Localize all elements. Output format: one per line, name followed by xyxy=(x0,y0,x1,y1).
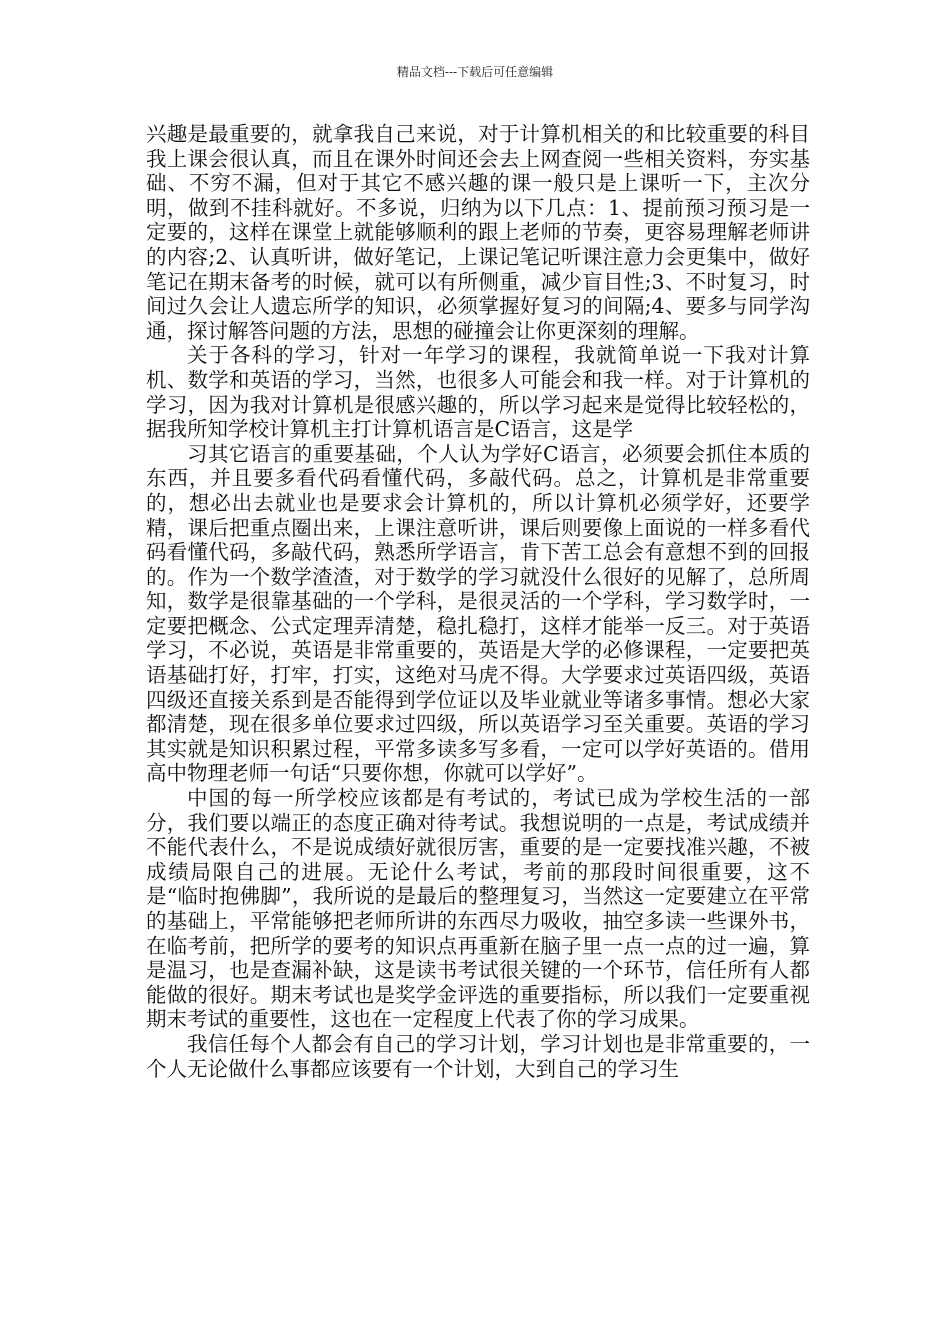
paragraph-subjects-detail: 习其它语言的重要基础，个人认为学好C语言，必须要会抓住本质的东西，并且要多看代码看懂代码，多敲代码。总之，计算机是非常重要的，想必出去就业也是要求会计算机的，所以计算机必须学好，还要学精，课后把重点圈出来，上课注意听讲，课后则要像上面说的一样多看代码看懂代码，多敲代码，熟悉所学语言，肯下苦工总会有意想不到的回报的。作为一个数学渣渣，对于数学的学习就没什么很好的见解了，总所周知，数学是很靠基础的一个学科，是很灵活的一个学科，学习数学时，一定要把概念、公式定理弄清楚，稳扎稳打，这样才能举一反三。对于英语学习，不必说，英语是非常重要的，英语是大学的必修课程，一定要把英语基础打好，打牢，打实，这绝对马虎不得。大学要求过英语四级，英语四级还直接关系到是否能得到学位证以及毕业就业等诸多事情。想必大家都清楚，现在很多单位要求过四级，所以英语学习至关重要。英语的学习其实就是知识积累过程，平常多读多写多看，一定可以学好英语的。借用高中物理老师一句话“只要你想，你就可以学好”。 xyxy=(146,441,810,786)
page-header: 精品文档---下载后可任意编辑 xyxy=(396,65,554,79)
paragraph-exams: 中国的每一所学校应该都是有考试的，考试已成为学校生活的一部分，我们要以端正的态度正确对待考试。我想说明的一点是，考试成绩并不能代表什么，不是说成绩好就很厉害，重要的是一定要找准兴趣，不被成绩局限自己的进展。无论什么考试，考前的那段时间很重要，这不是“临时抱佛脚”，我所说的是最后的整理复习，当然这一定要建立在平常的基础上，平常能够把老师所讲的东西尽力吸收，抽空多读一些课外书，在临考前，把所学的要考的知识点再重新在脑子里一点一点的过一遍，算是温习，也是查漏补缺，这是读书考试很关键的一个环节，信任所有人都能做的很好。期末考试也是奖学金评选的重要指标，所以我们一定要重视期末考试的重要性，这也在一定程度上代表了你的学习成果。 xyxy=(146,786,810,1032)
paragraph-study-methods: 兴趣是最重要的，就拿我自己来说，对于计算机相关的和比较重要的科目我上课会很认真，而且在课外时间还会去上网查阅一些相关资料，夯实基础、不穷不漏，但对于其它不感兴趣的课一般只是上课听一下，主次分明，做到不挂科就好。不多说，归纳为以下几点：1、提前预习预习是一定要的，这样在课堂上就能够顺利的跟上老师的节奏，更容易理解老师讲的内容;2、认真听讲，做好笔记，上课记笔记听课注意力会更集中，做好笔记在期末备考的时候，就可以有所侧重，减少盲目性;3、不时复习，时间过久会让人遗忘所学的知识，必须掌握好复习的间隔;4、要多与同学沟通，探讨解答问题的方法，思想的碰撞会让你更深刻的理解。 xyxy=(146,122,810,343)
paragraph-study-plan: 我信任每个人都会有自己的学习计划，学习计划也是非常重要的，一个人无论做什么事都应该要有一个计划，大到自己的学习生 xyxy=(146,1031,810,1081)
paragraph-subjects-intro: 关于各科的学习，针对一年学习的课程，我就简单说一下我对计算机、数学和英语的学习，当然，也很多人可能会和我一样。对于计算机的学习，因为我对计算机是很感兴趣的，所以学习起来是觉得比较轻松的，据我所知学校计算机主打计算机语言是C语言，这是学 xyxy=(146,343,810,442)
document-body xyxy=(146,122,810,1081)
